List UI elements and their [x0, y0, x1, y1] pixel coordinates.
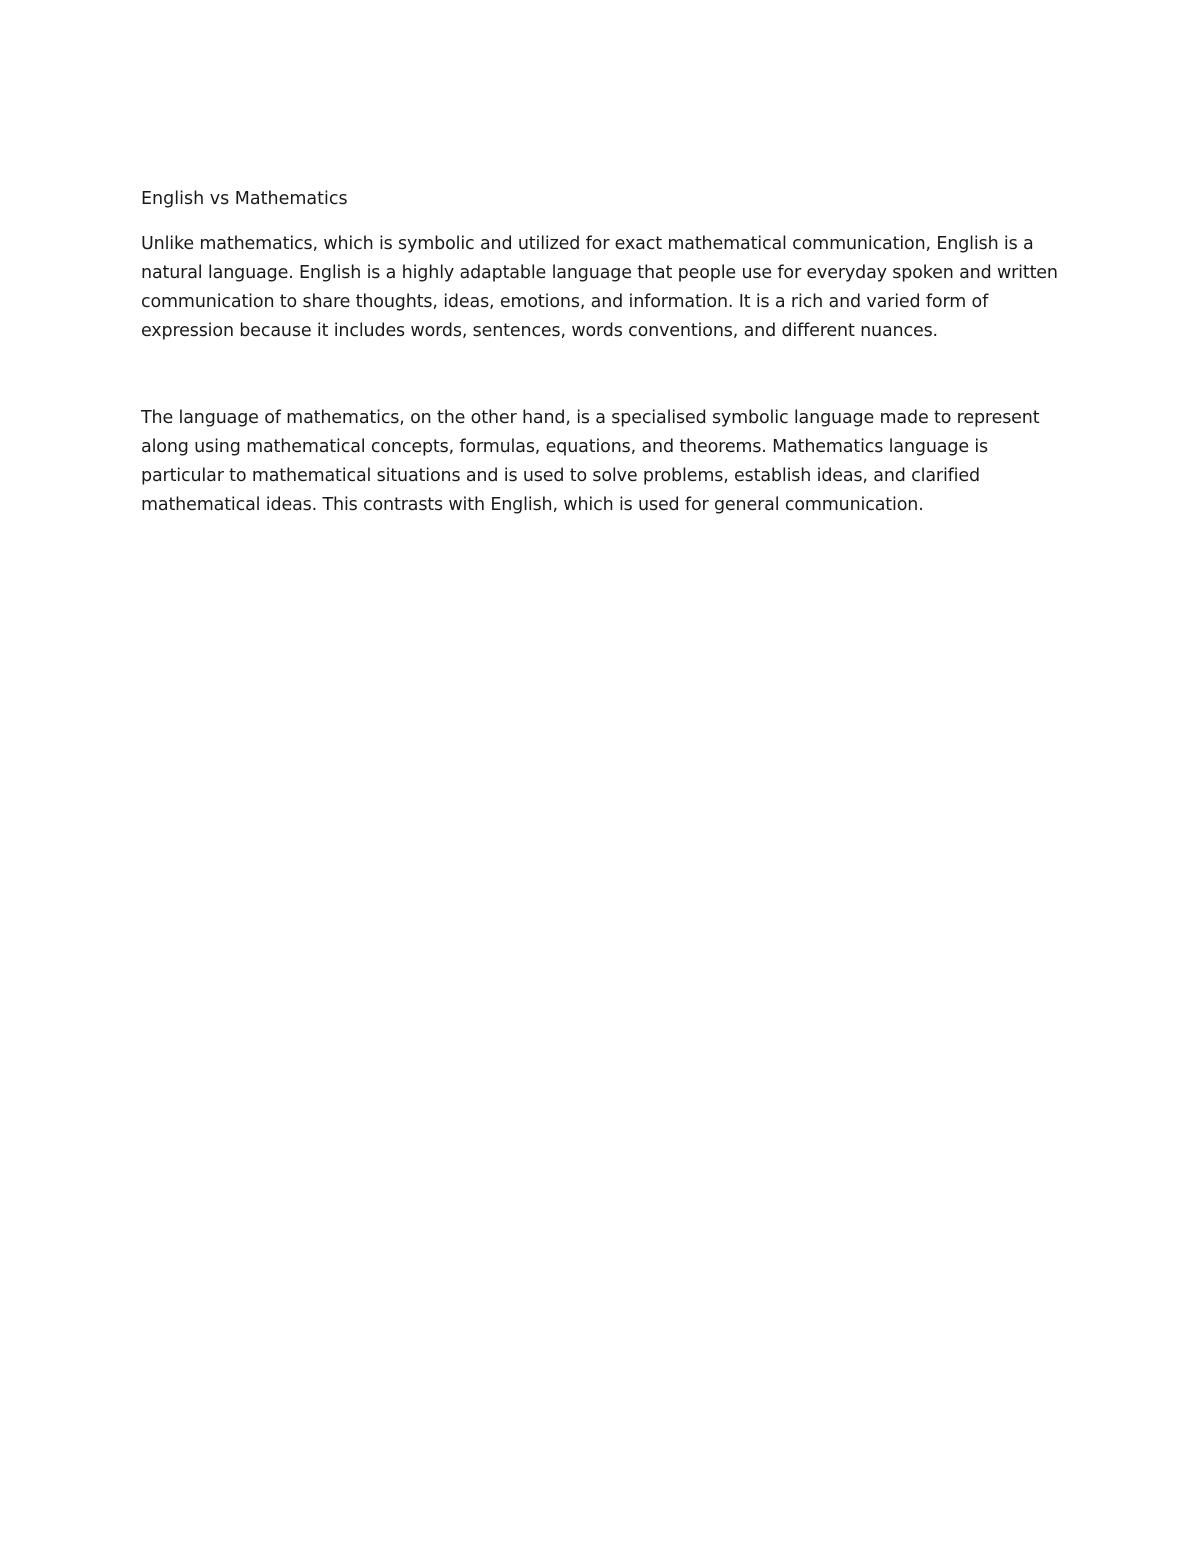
paragraph-english: Unlike mathematics, which is symbolic and utilized for exact mathematical communication, English is a natural language. English is a highly adaptable language that people use for everyday spoken and written communication to share thoughts, ideas, emotions, and information. It is a rich and varied form of expression because it includes words, sentences, words conventions, and different nuances. — [141, 234, 1058, 341]
paragraph-mathematics: The language of mathematics, on the other hand, is a specialised symbolic language made to represent along using mathematical concepts, formulas, equations, and theorems. Mathematics language is particular to mathematical situations and is used to solve problems, establish ideas, and clarified mathematical ideas. This contrasts with English, which is used for general communication. — [141, 408, 1040, 515]
document-body — [141, 186, 1071, 520]
document-title: English vs Mathematics — [141, 189, 348, 209]
